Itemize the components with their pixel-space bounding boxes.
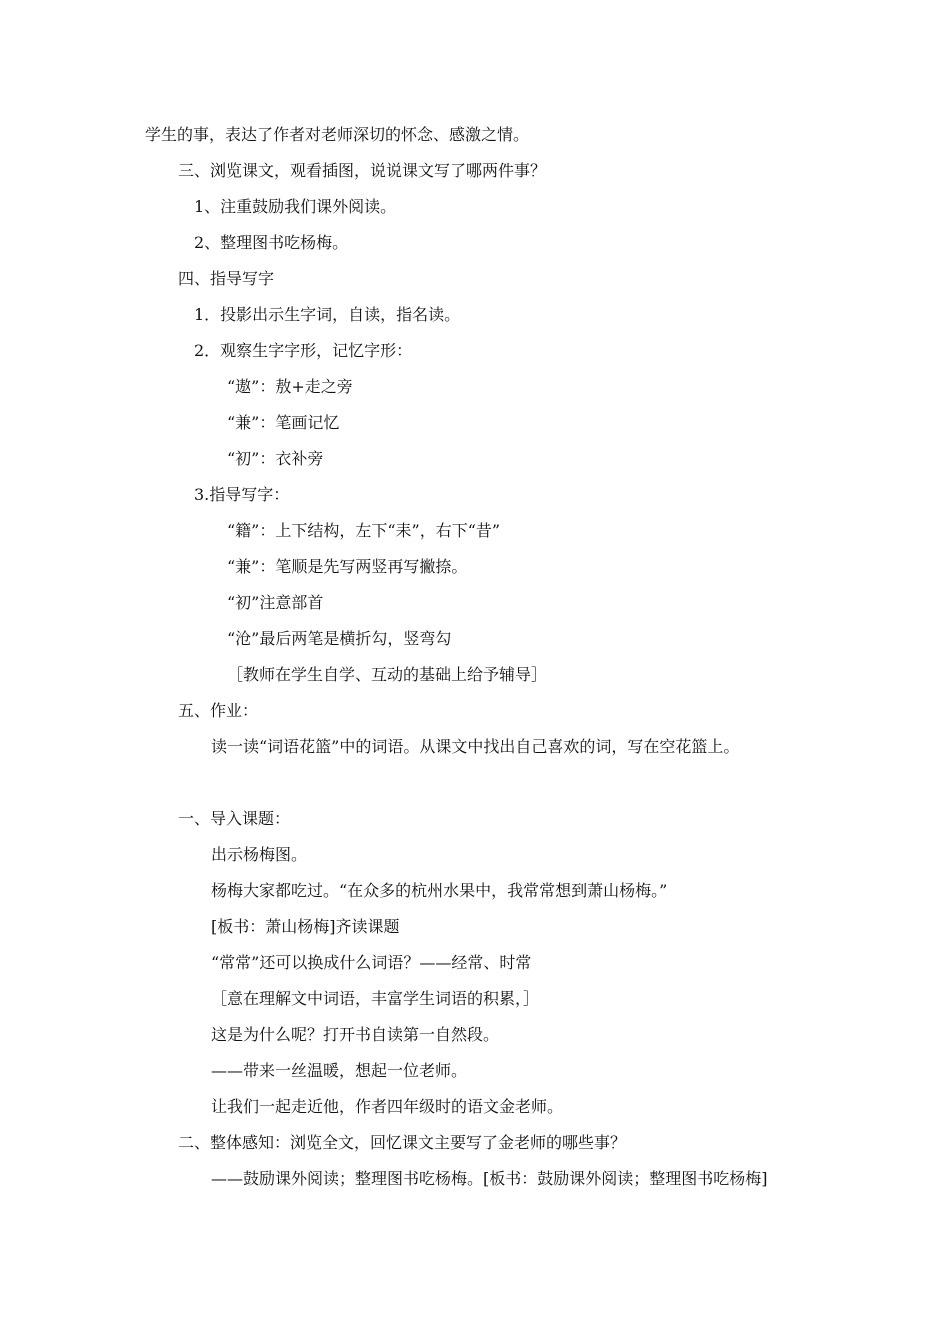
text-line: ——鼓励课外阅读；整理图书吃杨梅。[板书：鼓励课外阅读；整理图书吃杨梅] xyxy=(211,1169,768,1188)
text-line: 出示杨梅图。 xyxy=(211,845,308,864)
text-line: 学生的事，表达了作者对老师深切的怀念、感激之情。 xyxy=(145,125,530,144)
note-line: ［意在理解文中词语，丰富学生词语的积累，］ xyxy=(211,989,540,1008)
list-item: “沧”最后两笔是横折勾，竖弯勾 xyxy=(227,629,452,648)
list-item: “初”：衣补旁 xyxy=(227,449,324,468)
text-line: “常常”还可以换成什么词语？——经常、时常 xyxy=(211,953,532,972)
list-item: 1、注重鼓励我们课外阅读。 xyxy=(194,197,397,216)
section-heading: 一、导入课题： xyxy=(178,809,291,828)
list-item: 2、整理图书吃杨梅。 xyxy=(194,233,349,252)
text-line: 杨梅大家都吃过。“在众多的杭州水果中，我常常想到萧山杨梅。” xyxy=(211,881,668,900)
list-item: 2．观察生字字形，记忆字形： xyxy=(194,341,413,360)
text-line: 这是为什么呢？打开书自读第一自然段。 xyxy=(211,1025,500,1044)
list-item: “籍”：上下结构，左下“耒”，右下“昔” xyxy=(227,521,501,540)
section-heading: 四、指导写字 xyxy=(178,269,275,288)
text-line: [板书：萧山杨梅]齐读课题 xyxy=(211,917,400,936)
text-line: ——带来一丝温暖，想起一位老师。 xyxy=(211,1061,468,1080)
list-item: “遨”：敖+走之旁 xyxy=(227,377,353,396)
list-item: “初”注意部首 xyxy=(227,593,324,612)
note-line: ［教师在学生自学、互动的基础上给予辅导］ xyxy=(227,665,548,684)
section-heading: 五、作业： xyxy=(178,701,259,720)
section-heading: 二、整体感知：浏览全文，回忆课文主要写了金老师的哪些事？ xyxy=(178,1133,627,1152)
section-heading: 三、浏览课文，观看插图，说说课文写了哪两件事？ xyxy=(178,161,547,180)
list-item: 3.指导写字： xyxy=(194,485,290,504)
list-item: 1．投影出示生字词，自读，指名读。 xyxy=(194,305,461,324)
text-line: 读一读“词语花篮”中的词语。从课文中找出自己喜欢的词，写在空花篮上。 xyxy=(211,737,740,756)
text-line: 让我们一起走近他，作者四年级时的语文金老师。 xyxy=(211,1097,564,1116)
list-item: “兼”：笔画记忆 xyxy=(227,413,340,432)
list-item: “兼”：笔顺是先写两竖再写撇捺。 xyxy=(227,557,468,576)
